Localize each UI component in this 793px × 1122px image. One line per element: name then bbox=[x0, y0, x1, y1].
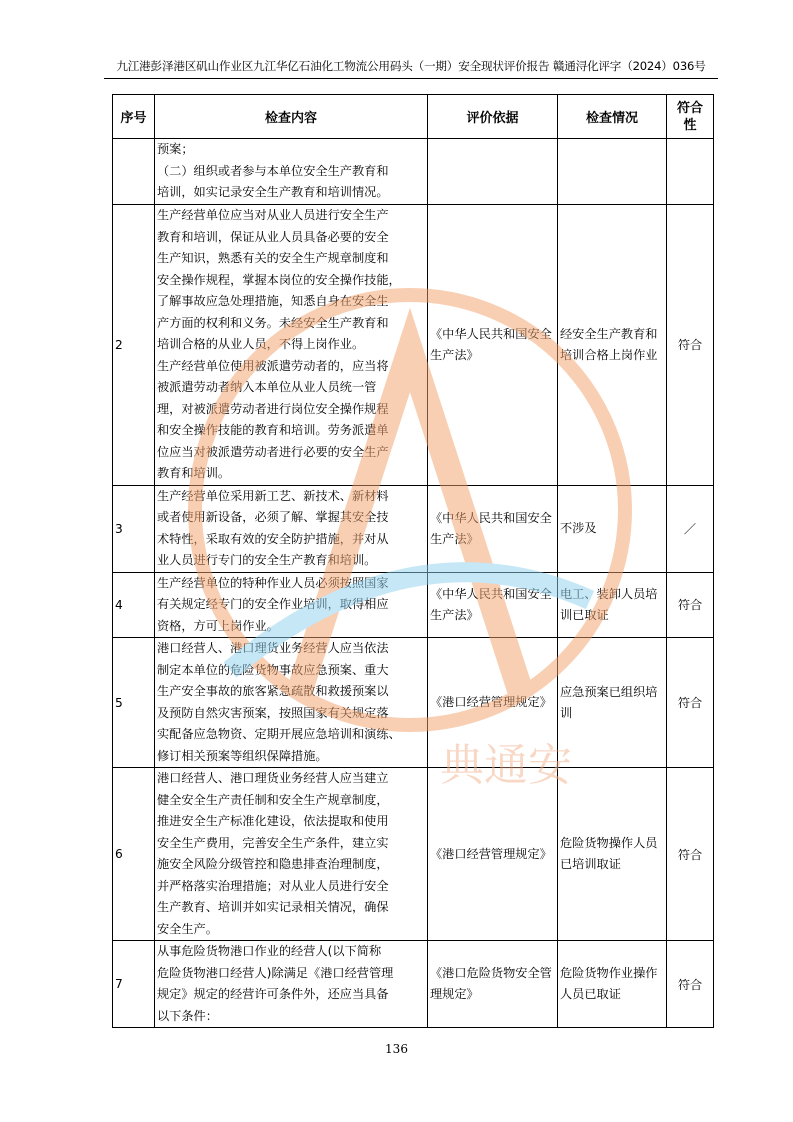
check-content bbox=[155, 768, 428, 941]
content-line: 港口经营人、港口理货业务经营人应当建立 bbox=[157, 771, 389, 785]
check-content bbox=[155, 941, 428, 1028]
evaluation-basis: 《中华人民共和国安全生产法》 bbox=[428, 572, 558, 638]
content-line: 安全操作规程，掌握本岗位的安全操作技能， bbox=[157, 272, 401, 287]
content-line: 或者使用新设备，必须了解、掌握其安全技 bbox=[157, 510, 389, 524]
content-line: 推进安全生产标准化建设，依法提取和使用 bbox=[157, 814, 389, 828]
row-number: 7 bbox=[113, 941, 155, 1028]
row-number: 4 bbox=[113, 572, 155, 638]
check-content bbox=[155, 572, 428, 638]
content-line: 危险货物港口经营人)除满足《港口经营管理 bbox=[157, 965, 394, 980]
content-line: 港口经营人、港口理货业务经营人应当依法 bbox=[157, 641, 389, 655]
inspection-result: 经安全生产教育和培训合格上岗作业 bbox=[558, 205, 667, 486]
content-line: 资格，方可上岗作业。 bbox=[157, 618, 279, 633]
conformity: 符合 bbox=[667, 768, 714, 941]
content-line: 生产知识，熟悉有关的安全生产规章制度和 bbox=[157, 251, 389, 265]
col-header-result: 检查情况 bbox=[558, 95, 667, 139]
row-number: 6 bbox=[113, 768, 155, 941]
conformity: 符合 bbox=[667, 572, 714, 638]
evaluation-basis: 《中华人民共和国安全生产法》 bbox=[428, 205, 558, 486]
content-line: 生产经营单位使用被派遣劳动者的，应当将 bbox=[157, 358, 389, 373]
header-rule bbox=[104, 78, 718, 79]
row-number: 3 bbox=[113, 485, 155, 572]
content-line: 并严格落实治理措施；对从业人员进行安全 bbox=[157, 878, 389, 893]
content-line: 预案； bbox=[157, 142, 194, 157]
content-line: 修订相关预案等组织保障措施。 bbox=[157, 748, 328, 763]
inspection-result bbox=[558, 139, 667, 205]
evaluation-basis: 《港口危险货物安全管理规定》 bbox=[428, 941, 558, 1028]
col-header-content: 检查内容 bbox=[155, 95, 428, 139]
table-row bbox=[113, 572, 714, 638]
content-line: 生产教育、培训并如实记录相关情况，确保 bbox=[157, 900, 389, 914]
check-content bbox=[155, 205, 428, 486]
conformity: 符合 bbox=[667, 205, 714, 486]
inspection-table bbox=[112, 94, 714, 1028]
content-line: 实配备应急物资、定期开展应急培训和演练、 bbox=[157, 727, 401, 741]
check-content bbox=[155, 139, 428, 205]
content-line: 以下条件： bbox=[157, 1008, 218, 1023]
content-line: 安全生产费用，完善安全生产条件，建立实 bbox=[157, 835, 389, 850]
watermark-text: 典通安 bbox=[440, 740, 572, 791]
content-line: 业人员进行专门的安全生产教育和培训。 bbox=[157, 553, 377, 567]
content-line: 制定本单位的危险货物事故应急预案、重大 bbox=[157, 662, 389, 677]
evaluation-basis: 《港口经营管理规定》 bbox=[428, 768, 558, 941]
content-line: 有关规定经专门的安全作业培训，取得相应 bbox=[157, 597, 389, 611]
check-content bbox=[155, 638, 428, 768]
inspection-result: 不涉及 bbox=[558, 485, 667, 572]
check-content bbox=[155, 485, 428, 572]
content-line: 生产经营单位采用新工艺、新技术、新材料 bbox=[157, 488, 389, 503]
table-row bbox=[113, 638, 714, 768]
content-line: 教育和培训，保证从业人员具备必要的安全 bbox=[157, 229, 389, 244]
content-line: 生产经营单位的特种作业人员必须按照国家 bbox=[157, 575, 389, 590]
conformity: ／ bbox=[667, 485, 714, 572]
table-header-row bbox=[113, 95, 714, 139]
conformity-header-text: 符合性 bbox=[677, 100, 704, 133]
content-line: 和安全操作技能的教育和培训。劳务派遣单 bbox=[157, 423, 389, 437]
conformity bbox=[667, 139, 714, 205]
inspection-result: 危险货物操作人员已培训取证 bbox=[558, 768, 667, 941]
table-row bbox=[113, 768, 714, 941]
content-line: 了解事故应急处理措施，知悉自身在安全生 bbox=[157, 294, 389, 308]
content-line: 教育和培训。 bbox=[157, 466, 231, 480]
content-line: 培训，如实记录安全生产教育和培训情况。 bbox=[157, 185, 389, 200]
content-line: 培训合格的从业人员，不得上岗作业。 bbox=[157, 337, 365, 351]
conformity: 符合 bbox=[667, 941, 714, 1028]
content-line: 产方面的权利和义务。未经安全生产教育和 bbox=[157, 315, 389, 330]
inspection-result: 电工、装卸人员培训已取证 bbox=[558, 572, 667, 638]
table-row bbox=[113, 941, 714, 1028]
content-line: （二）组织或者参与本单位安全生产教育和 bbox=[157, 163, 389, 178]
content-line: 生产经营单位应当对从业人员进行安全生产 bbox=[157, 208, 389, 222]
conformity: 符合 bbox=[667, 638, 714, 768]
table-row bbox=[113, 485, 714, 572]
inspection-result: 应急预案已组织培训 bbox=[558, 638, 667, 768]
evaluation-basis: 《中华人民共和国安全生产法》 bbox=[428, 485, 558, 572]
row-number: 2 bbox=[113, 205, 155, 486]
content-line: 从事危险货物港口作业的经营人(以下简称 bbox=[157, 944, 382, 958]
col-header-no: 序号 bbox=[113, 95, 155, 139]
table-row bbox=[113, 205, 714, 486]
inspection-result: 危险货物作业操作人员已取证 bbox=[558, 941, 667, 1028]
content-line: 术特性，采取有效的安全防护措施，并对从 bbox=[157, 531, 389, 546]
col-header-basis: 评价依据 bbox=[428, 95, 558, 139]
evaluation-basis bbox=[428, 139, 558, 205]
table-row bbox=[113, 139, 714, 205]
content-line: 位应当对被派遣劳动者进行必要的安全生产 bbox=[157, 444, 389, 459]
content-line: 健全安全生产责任制和安全生产规章制度， bbox=[157, 792, 389, 807]
content-line: 及预防自然灾害预案，按照国家有关规定落 bbox=[157, 705, 389, 720]
evaluation-basis: 《港口经营管理规定》 bbox=[428, 638, 558, 768]
content-line: 规定》规定的经营许可条件外，还应当具备 bbox=[157, 987, 389, 1001]
page-number: 136 bbox=[385, 1042, 408, 1056]
content-line: 理，对被派遣劳动者进行岗位安全操作规程 bbox=[157, 401, 389, 416]
content-line: 生产安全事故的旅客紧急疏散和救援预案以 bbox=[157, 684, 389, 698]
col-header-conformity bbox=[667, 95, 714, 139]
content-line: 安全生产。 bbox=[157, 921, 218, 936]
content-line: 被派遣劳动者纳入本单位从业人员统一管 bbox=[157, 380, 377, 394]
report-header: 九江港彭泽港区矶山作业区九江华亿石油化工物流公用码头（一期）安全现状评价报告 赣通浔化评字（2024）036号 bbox=[116, 59, 706, 73]
row-number bbox=[113, 139, 155, 205]
row-number: 5 bbox=[113, 638, 155, 768]
content-line: 施安全风险分级管控和隐患排查治理制度， bbox=[157, 857, 389, 871]
